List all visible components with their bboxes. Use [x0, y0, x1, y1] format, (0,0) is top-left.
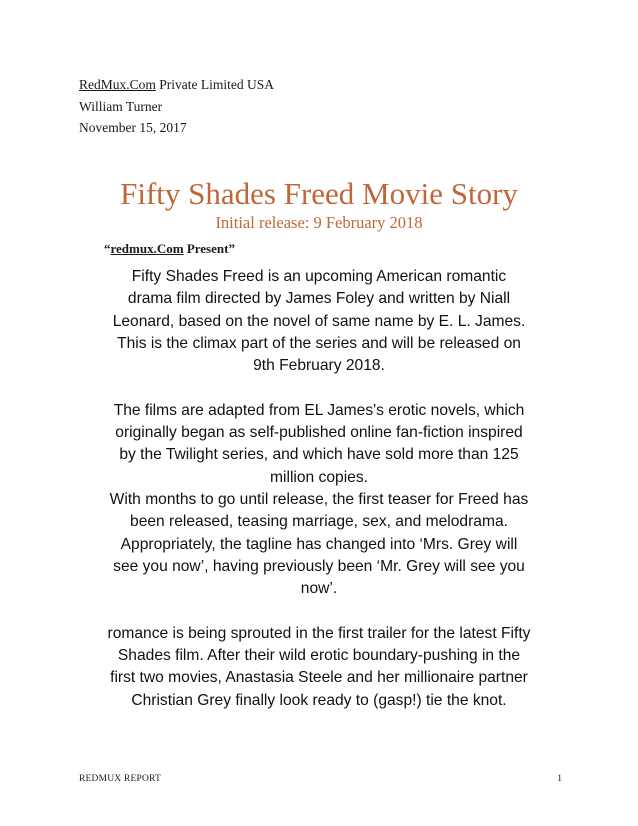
- company-name-rest: Private Limited USA: [155, 77, 275, 92]
- text-line: With months to go until release, the first teaser for Freed has: [109, 490, 529, 508]
- company-link[interactable]: RedMux.Com: [79, 77, 156, 92]
- page-title: Fifty Shades Freed Movie Story: [120, 176, 518, 211]
- text-line: Shades film. After their wild erotic boundary-pushing in the: [117, 647, 521, 665]
- text-line: Christian Grey finally look ready to (gasp!) tie the knot.: [131, 691, 507, 709]
- company-line: [79, 74, 274, 96]
- present-link[interactable]: redmux.Com: [110, 241, 184, 256]
- author-name: William Turner: [79, 98, 163, 114]
- page-number: 1: [557, 774, 562, 784]
- text-line: The films are adapted from EL James's erotic novels, which: [113, 401, 525, 419]
- text-line: first two movies, Anastasia Steele and her millionaire partner: [110, 669, 528, 687]
- text-line: This is the climax part of the series and will be released on: [117, 334, 521, 352]
- present-rest: Present”: [183, 241, 235, 256]
- paragraph-1: [50, 266, 588, 377]
- text-line: Fifty Shades Freed is an upcoming American romantic: [131, 268, 507, 285]
- document-date: November 15, 2017: [79, 120, 187, 135]
- body-text: [50, 266, 588, 712]
- paragraph-2: [50, 400, 588, 489]
- text-line: by the Twilight series, and which have sold more than 125: [119, 446, 519, 464]
- present-open-quote: “: [104, 241, 111, 256]
- present-line: [104, 240, 235, 258]
- page-subtitle: Initial release: 9 February 2018: [215, 213, 423, 232]
- paragraph-gap: [50, 600, 588, 622]
- text-line: originally began as self-published online fan-fiction inspired: [115, 424, 523, 442]
- text-line: see you now’, having previously been ‘Mr. Grey will see you: [113, 557, 525, 575]
- paragraph-gap: [50, 377, 588, 399]
- text-line: 9th February 2018.: [253, 357, 385, 375]
- text-line: romance is being sprouted in the first trailer for the latest Fifty: [107, 624, 531, 642]
- paragraph-3: [50, 489, 588, 600]
- footer-label: REDMUX REPORT: [79, 774, 161, 784]
- text-line: million copies.: [270, 468, 368, 486]
- text-line: drama film directed by James Foley and written by Niall: [127, 290, 511, 308]
- document-header: [79, 74, 274, 139]
- paragraph-4: [50, 623, 588, 712]
- text-line: Leonard, based on the novel of same name by E. L. James.: [112, 312, 526, 330]
- text-line: been released, teasing marriage, sex, and melodrama.: [130, 513, 508, 531]
- text-line: now’.: [300, 580, 338, 598]
- text-line: Appropriately, the tagline has changed into ‘Mrs. Grey will: [120, 535, 518, 553]
